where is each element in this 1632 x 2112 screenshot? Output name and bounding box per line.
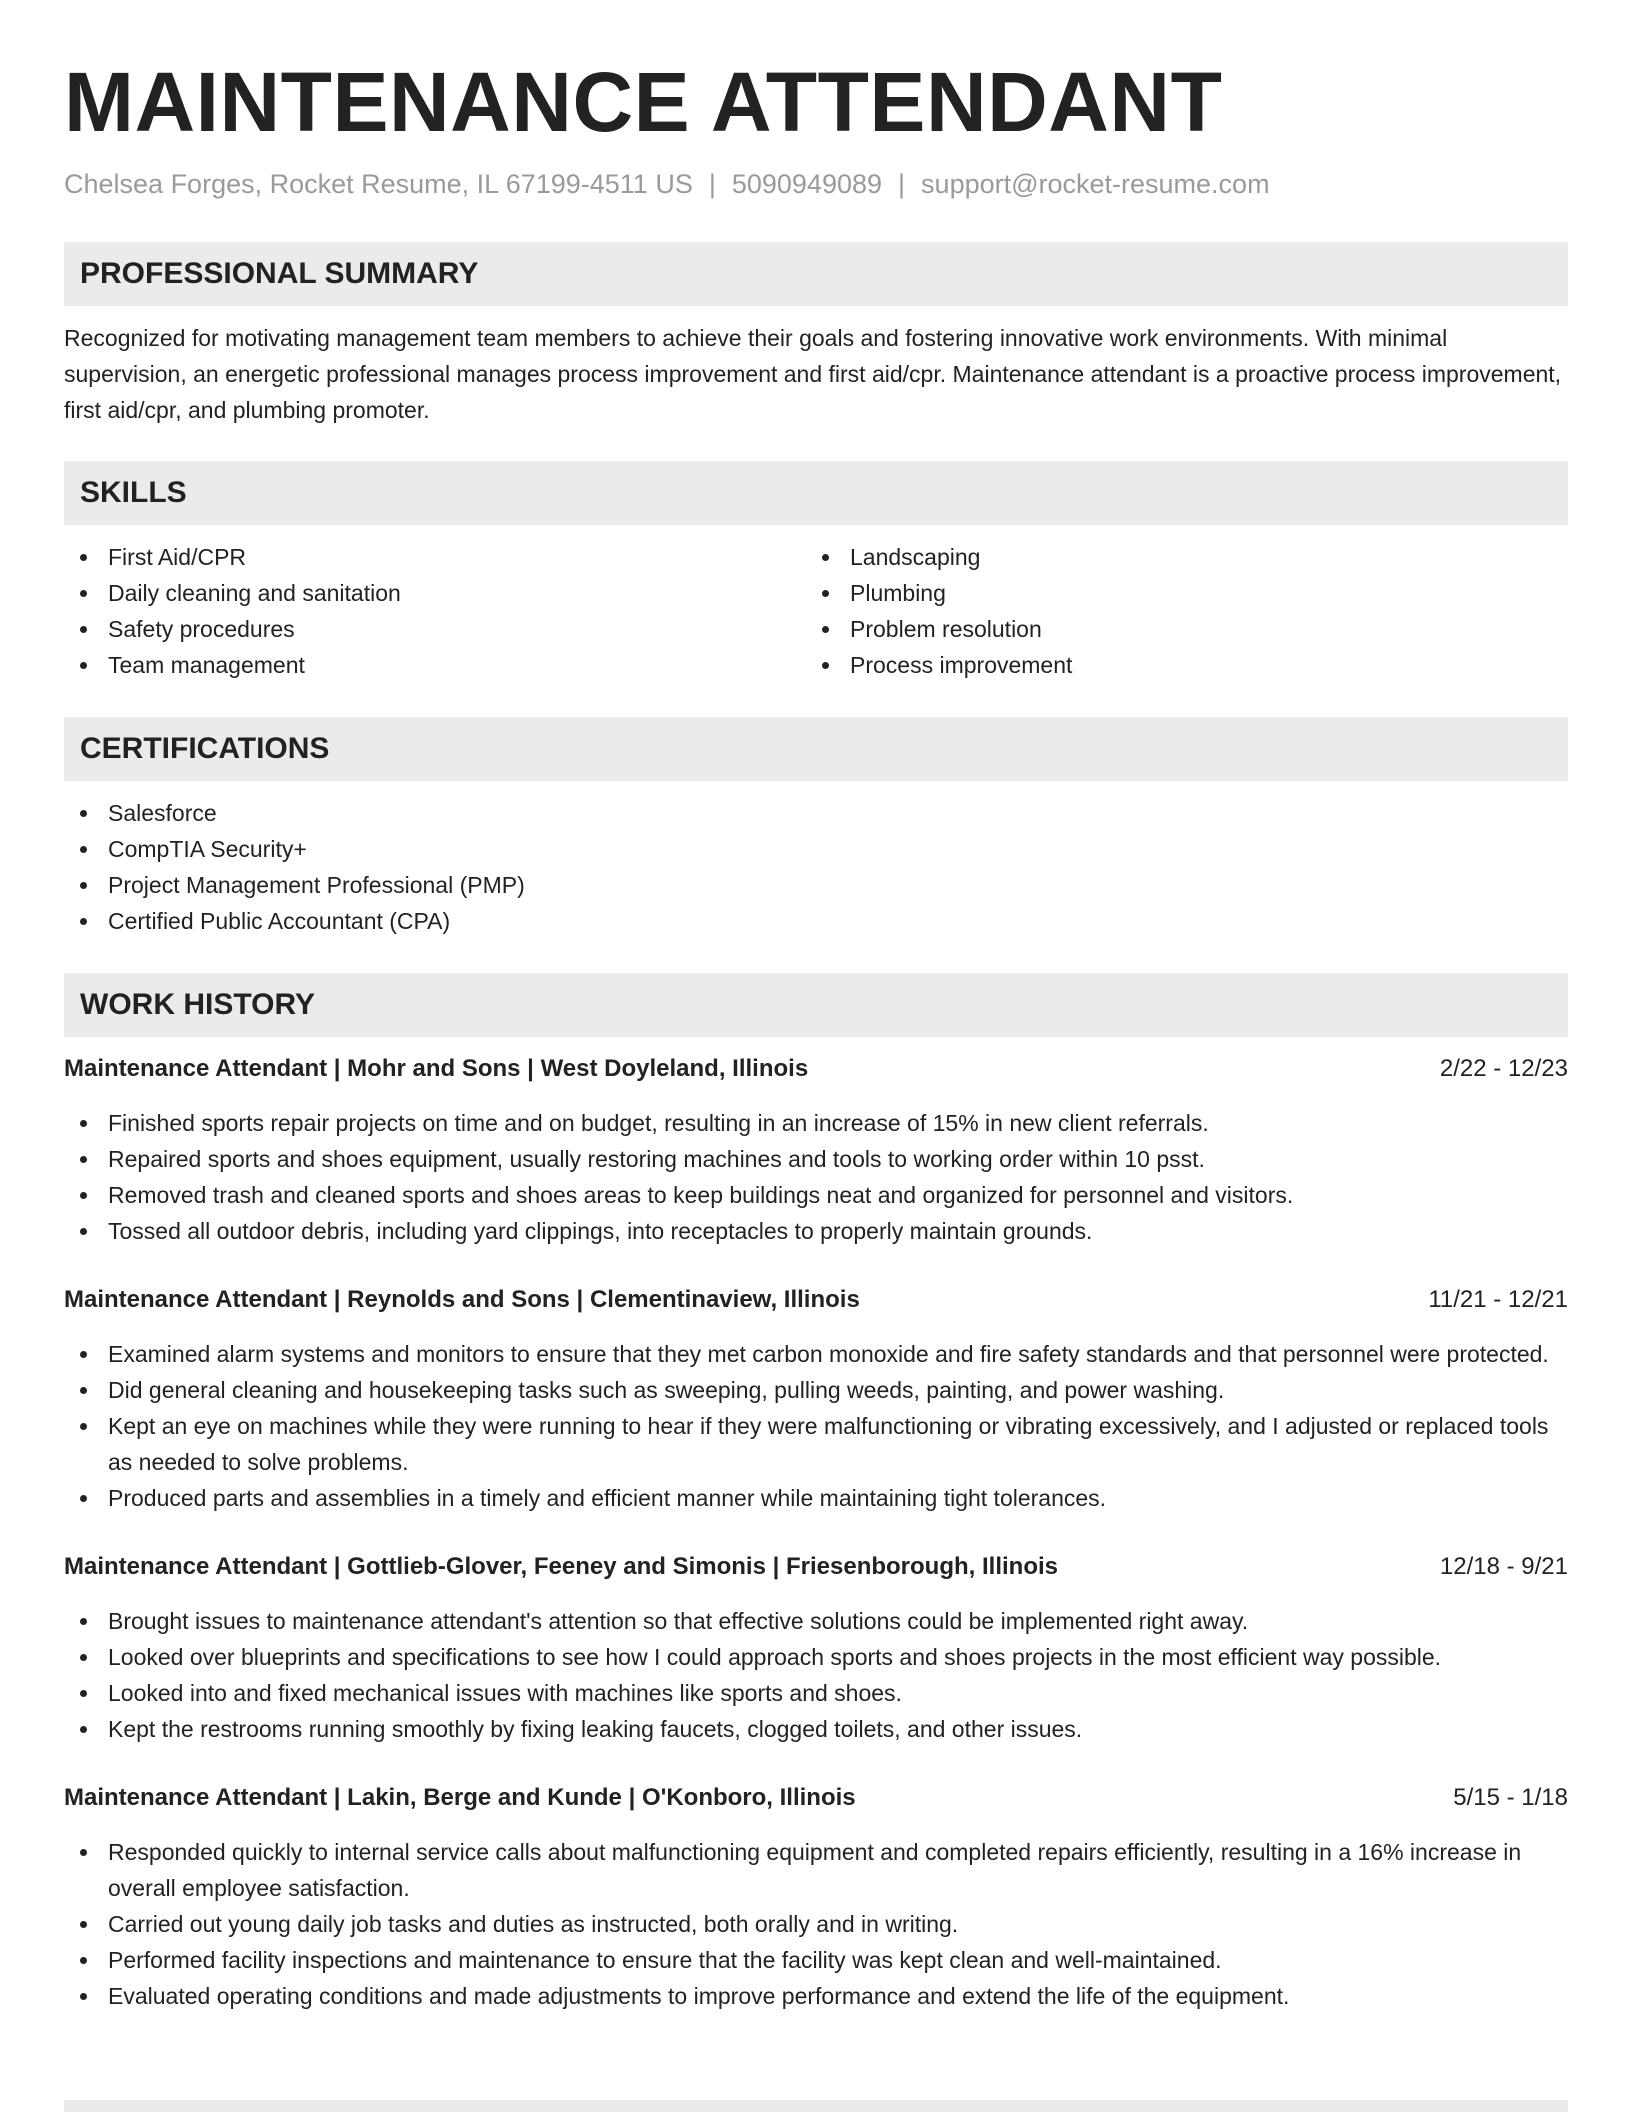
job-bullet: Examined alarm systems and monitors to ensure that they met carbon monoxide and fire safety standards and that personnel were protected. — [64, 1336, 1568, 1372]
job-title: Maintenance Attendant | Mohr and Sons | West Doyleland, Illinois — [64, 1055, 809, 1082]
skill-item: Daily cleaning and sanitation — [64, 575, 806, 611]
job-entry — [64, 1780, 1568, 2014]
job-dates: 5/15 - 1/18 — [1453, 1784, 1568, 1811]
certification-item: CompTIA Security+ — [64, 831, 1568, 867]
professional-summary-text: Recognized for motivating management team members to achieve their goals and fostering innovative work environments. With minimal supervision, an energetic professional manages process improvement and first aid/cpr. Maintenance attendant is a proactive process improvement, first aid/cpr, and plumbing promoter. — [64, 325, 1562, 423]
job-bullet: Repaired sports and shoes equipment, usually restoring machines and tools to working order within 10 psst. — [64, 1141, 1568, 1177]
job-bullets — [64, 1834, 1568, 2014]
contact-separator: | — [898, 169, 906, 199]
certification-item: Project Management Professional (PMP) — [64, 867, 1568, 903]
job-bullets — [64, 1603, 1568, 1747]
job-bullet: Produced parts and assemblies in a timely and efficient manner while maintaining tight tolerances. — [64, 1480, 1568, 1516]
contact-email[interactable]: support@rocket-resume.com — [921, 169, 1270, 199]
job-header — [64, 1282, 1568, 1318]
job-dates: 12/18 - 9/21 — [1439, 1553, 1568, 1580]
job-bullet: Did general cleaning and housekeeping tasks such as sweeping, pulling weeds, painting, and power washing. — [64, 1372, 1568, 1408]
professional-summary-heading: PROFESSIONAL SUMMARY — [64, 242, 1568, 306]
job-dates: 11/21 - 12/21 — [1428, 1286, 1568, 1313]
certifications-list — [64, 795, 1568, 939]
skill-item: First Aid/CPR — [64, 539, 806, 575]
job-header — [64, 1549, 1568, 1585]
job-dates: 2/22 - 12/23 — [1439, 1055, 1568, 1082]
skill-item: Process improvement — [806, 647, 1548, 683]
job-bullet: Performed facility inspections and maintenance to ensure that the facility was kept clean and well-maintained. — [64, 1942, 1568, 1978]
resume-name-title: MAINTENANCE ATTENDANT — [64, 55, 1223, 149]
job-bullet: Kept the restrooms running smoothly by fixing leaking faucets, clogged toilets, and other issues. — [64, 1711, 1568, 1747]
skills-column-right — [806, 539, 1548, 683]
job-bullet: Removed trash and cleaned sports and shoes areas to keep buildings neat and organized for personnel and visitors. — [64, 1177, 1568, 1213]
skills-column-left — [64, 539, 806, 683]
job-entry — [64, 1549, 1568, 1747]
next-section-heading-bar — [64, 2100, 1568, 2112]
skill-item: Plumbing — [806, 575, 1548, 611]
job-bullets — [64, 1336, 1568, 1516]
job-bullet: Carried out young daily job tasks and duties as instructed, both orally and in writing. — [64, 1906, 1568, 1942]
contact-phone: 5090949089 — [731, 169, 883, 199]
job-header — [64, 1780, 1568, 1816]
skill-item: Landscaping — [806, 539, 1548, 575]
job-title: Maintenance Attendant | Reynolds and Sons | Clementinaview, Illinois — [64, 1286, 860, 1313]
job-entry — [64, 1051, 1568, 1249]
job-bullet: Evaluated operating conditions and made adjustments to improve performance and extend the life of the equipment. — [64, 1978, 1568, 2014]
certification-item: Salesforce — [64, 795, 1568, 831]
job-title: Maintenance Attendant | Lakin, Berge and Kunde | O'Konboro, Illinois — [64, 1784, 856, 1811]
resume-page — [64, 0, 1568, 2014]
certification-item: Certified Public Accountant (CPA) — [64, 903, 1568, 939]
skills-list — [64, 539, 1568, 683]
contact-line — [64, 166, 1568, 202]
job-bullet: Looked over blueprints and specifications to see how I could approach sports and shoes projects in the most efficient way possible. — [64, 1639, 1568, 1675]
job-entry — [64, 1282, 1568, 1516]
job-header — [64, 1051, 1568, 1087]
job-bullet: Finished sports repair projects on time and on budget, resulting in an increase of 15% in new client referrals. — [64, 1105, 1568, 1141]
skills-heading: SKILLS — [64, 461, 1568, 525]
work-history-heading: WORK HISTORY — [64, 973, 1568, 1037]
job-bullet: Tossed all outdoor debris, including yard clippings, into receptacles to properly maintain grounds. — [64, 1213, 1568, 1249]
skill-item: Problem resolution — [806, 611, 1548, 647]
job-bullet: Brought issues to maintenance attendant's attention so that effective solutions could be implemented right away. — [64, 1603, 1568, 1639]
job-title: Maintenance Attendant | Gottlieb-Glover, Feeney and Simonis | Friesenborough, Illinois — [64, 1553, 1059, 1580]
contact-address: Chelsea Forges, Rocket Resume, IL 67199-4511 US — [64, 169, 693, 199]
job-bullet: Responded quickly to internal service calls about malfunctioning equipment and completed repairs efficiently, resulting in a 16% increase in overall employee satisfaction. — [64, 1834, 1568, 1906]
job-bullet: Kept an eye on machines while they were running to hear if they were malfunctioning or vibrating excessively, and I adjusted or replaced tools as needed to solve problems. — [64, 1408, 1568, 1480]
job-bullets — [64, 1105, 1568, 1249]
job-bullet: Looked into and fixed mechanical issues with machines like sports and shoes. — [64, 1675, 1568, 1711]
contact-separator: | — [708, 169, 716, 199]
skill-item: Team management — [64, 647, 806, 683]
skill-item: Safety procedures — [64, 611, 806, 647]
certifications-heading: CERTIFICATIONS — [64, 717, 1568, 781]
